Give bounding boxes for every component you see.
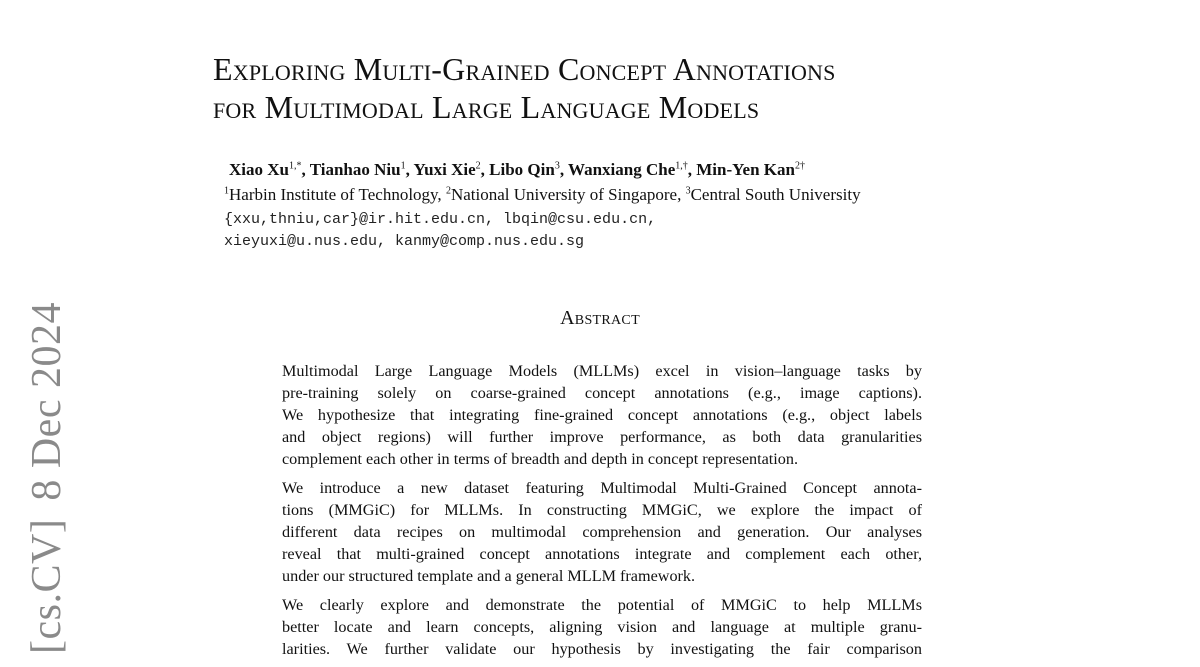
arxiv-side-stamp	[23, 302, 71, 654]
abstract-line: better locate and learn concepts, aligning vision and language at multiple granu-	[282, 618, 922, 636]
arxiv-category: [cs.CV]	[24, 518, 70, 654]
arxiv-date: 8 Dec 2024	[24, 302, 70, 501]
title-line-1: Exploring Multi-Grained Concept Annotations	[213, 51, 836, 87]
abstract-paragraph-3	[282, 594, 922, 660]
affiliation-mark: 1	[224, 185, 229, 197]
author-affiliation-mark: 1,†	[675, 160, 688, 172]
email-line-1: {xxu,thniu,car}@ir.hit.edu.cn, lbqin@csu.edu.cn,	[224, 211, 657, 228]
author-name: Tianhao Niu	[309, 160, 401, 179]
abstract-heading: Abstract	[560, 307, 640, 329]
author-affiliation-mark: 2	[475, 160, 481, 172]
abstract-paragraph-1	[282, 360, 922, 470]
author-name: Min-Yen Kan	[696, 160, 795, 179]
affiliation-line	[224, 185, 861, 205]
abstract-line: We clearly explore and demonstrate the potential of MMGiC to help MLLMs	[282, 596, 922, 614]
abstract-line: We hypothesize that integrating fine-grained concept annotations (e.g., object labels	[282, 406, 922, 424]
abstract-line: complement each other in terms of breadth and depth in concept representation.	[282, 450, 799, 468]
title-line-2: for Multimodal Large Language Models	[213, 89, 760, 125]
author-name: Wanxiang Che	[568, 160, 676, 179]
abstract-line: reveal that multi-grained concept annotations integrate and complement each other,	[282, 545, 922, 563]
abstract-line: larities. We further validate our hypothesis by investigating the fair comparison	[282, 640, 922, 658]
author-list: Xiao $Xu^{1,*}$, Tianhao Niu$^1$, Yuxi Xie$^2$, Libo Qin$^3$, Wanxiang Che$^{1,\dagger}$, Min-Yen Kan$^{2\dagger}$	[229, 160, 805, 179]
author-name: Yuxi Xie	[413, 160, 476, 179]
paper-title	[213, 50, 1033, 126]
abstract-line: different data recipes on multimodal comprehension and generation. Our analyses	[282, 523, 922, 541]
affiliation-name: Central South University	[690, 185, 861, 204]
abstract-line: We introduce a new dataset featuring Multimodal Multi-Grained Concept annota-	[282, 479, 922, 497]
author-affiliation-mark: 2†	[794, 160, 805, 172]
abstract-line: pre-training solely on coarse-grained concept annotations (e.g., image captions).	[282, 384, 922, 402]
affiliation-mark: 2	[445, 185, 451, 197]
abstract-line: under our structured template and a general MLLM framework.	[282, 567, 696, 585]
author-name: Libo Qin	[489, 160, 555, 179]
author-affiliation-mark: 1,*	[288, 160, 302, 172]
abstract-line: and object regions) will further improve performance, as both data granularities	[282, 428, 922, 446]
email-block	[224, 209, 656, 253]
abstract-line: tions (MMGiC) for MLLMs. In constructing MMGiC, we explore the impact of	[282, 501, 922, 519]
affiliation-mark: 3	[685, 185, 691, 197]
affiliation-name: National University of Singapore,	[450, 185, 686, 204]
abstract-body	[282, 360, 922, 667]
email-line-2: xieyuxi@u.nus.edu, kanmy@comp.nus.edu.sg	[224, 233, 585, 250]
affiliation-name: Harbin Institute of Technology,	[229, 185, 446, 204]
author-affiliation-mark: 3	[554, 160, 560, 172]
author-affiliation-mark: 1	[400, 160, 406, 172]
abstract-paragraph-2	[282, 477, 922, 587]
abstract-line: Multimodal Large Language Models (MLLMs) excel in vision–language tasks by	[282, 362, 922, 380]
author-name: Xiao Xu	[229, 160, 289, 179]
